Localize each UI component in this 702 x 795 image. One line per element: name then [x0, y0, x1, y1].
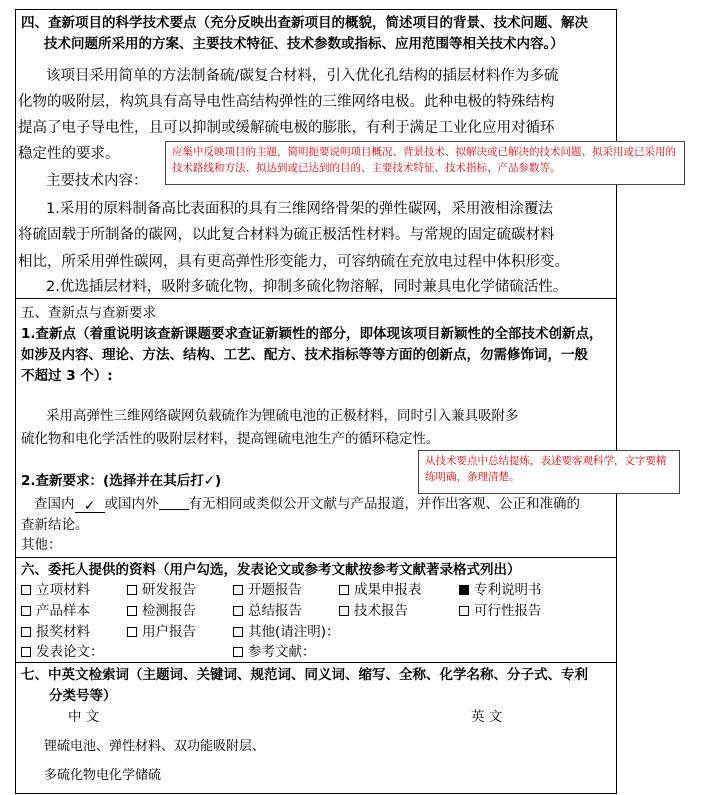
section5-other: 其他：: [21, 537, 62, 553]
section4-heading-line1: 四、查新项目的科学技术要点（充分反映出查新项目的概貌，简述项目的背景、技术问题、解决: [21, 15, 588, 31]
checkbox-icon[interactable]: [21, 585, 31, 595]
section5-req-line2: 查新结论。: [21, 517, 89, 533]
section4-para2-line1: 1.采用的原料制备高比表面积的具有三维网络骨架的弹性碳网，采用液相涂覆法: [46, 201, 553, 217]
checkbox-icon[interactable]: [21, 627, 31, 637]
section4-para2-line2: 将硫固载于所制备的碳网，以此复合材料为硫正极活性材料。与常规的固定硫碳材料: [18, 227, 555, 243]
option-rd-report[interactable]: 研发报告: [127, 580, 196, 600]
section4-para1-line3: 提高了电子导电性，且可以抑制或缓解硫电极的膨胀，有利于满足工业化应用对循环: [18, 120, 555, 136]
option-feasibility-report[interactable]: 可行性报告: [459, 601, 542, 621]
checkbox-icon[interactable]: [233, 585, 243, 595]
divider: [16, 662, 616, 663]
check-mark-icon: ✓: [83, 498, 96, 514]
option-project-materials[interactable]: 立项材料: [21, 580, 90, 600]
section4-para1-line2: 化物的吸附层，构筑具有高导电性高结构弹性的三维网络电极。此种电极的特殊结构: [18, 94, 555, 110]
option-achievement-form[interactable]: 成果申报表: [339, 580, 422, 600]
req-line1-rest: 有无相同或类似公开文献与产品报道，并作出客观、公正和准确的: [188, 496, 580, 512]
col-chinese-header: 中 文: [68, 709, 100, 725]
section5-heading: 五、查新点与查新要求: [21, 305, 156, 321]
req-intl-label: 或国内外: [104, 496, 159, 512]
option-summary-report[interactable]: 总结报告: [233, 601, 302, 621]
section4-para2-line4: 2.优选插层材料，吸附多硫化物，抑制多硫化物溶解，同时兼具电化学储硫活性。: [46, 279, 568, 295]
checkbox-icon[interactable]: [21, 647, 31, 657]
cn-keywords-line2: 多硫化物电化学储硫: [44, 768, 162, 783]
option-award-materials[interactable]: 报奖材料: [21, 622, 90, 642]
option-test-report[interactable]: 检测报告: [127, 601, 196, 621]
section4-callout: 应集中反映项目的主题，简明扼要说明项目概况、背景技术、拟解决或已解决的技术问题、拟采用或已采用的技术路线和方法、拟达到或已达到的目的、主要技术特征、技术指标、产品参数等。: [165, 141, 685, 185]
option-opening-report[interactable]: 开题报告: [233, 580, 302, 600]
col-english-header: 英 文: [471, 709, 503, 725]
section4-heading-line2: 技术问题所采用的方案、主要技术特征、技术参数或指标、应用范围等相关技术内容。）: [44, 36, 564, 52]
section5-point-text-line1: 采用高弹性三维网络碳网负载硫作为锂硫电池的正极材料，同时引入兼具吸附多: [46, 408, 519, 424]
option-patent-spec[interactable]: 专利说明书: [459, 580, 542, 600]
checkbox-icon[interactable]: [233, 647, 243, 657]
checkbox-icon[interactable]: [127, 585, 137, 595]
intl-check-blank[interactable]: [159, 495, 189, 510]
section5-req-title: 2.查新要求：(选择并在其后打✓): [21, 473, 222, 489]
option-tech-report[interactable]: 技术报告: [339, 601, 408, 621]
checkbox-checked-icon[interactable]: [459, 585, 469, 595]
checkbox-icon[interactable]: [127, 627, 137, 637]
section5-req-line1: [34, 494, 580, 514]
section5-point-title-line3: 不超过 3 个）:: [21, 368, 113, 384]
checkbox-icon[interactable]: [233, 627, 243, 637]
cn-keywords-line1: 锂硫电池、弹性材料、双功能吸附层、: [44, 739, 266, 754]
section5-point-title-line1: 1.查新点（着重说明该查新课题要求查证新颖性的部分，即体现该项目新颖性的全部技术创新点，: [21, 326, 603, 342]
option-product-sample[interactable]: 产品样本: [21, 601, 90, 621]
option-other[interactable]: 其他(请注明)：: [233, 622, 340, 642]
checkbox-icon[interactable]: [21, 606, 31, 616]
checkbox-icon[interactable]: [459, 606, 469, 616]
option-references[interactable]: 参考文献：: [233, 642, 316, 662]
section4-para2-line3: 相比，所采用弹性碳网，具有更高弹性形变能力，可容纳硫在充放电过程中体积形变。: [18, 254, 569, 270]
checkbox-icon[interactable]: [339, 585, 349, 595]
divider: [16, 557, 616, 558]
section5-callout: 从技术要点中总结提炼，表述要客观科学，文字要精练明确，条理清楚。: [418, 450, 680, 494]
section4-tech-label: 主要技术内容：: [46, 173, 148, 189]
checkbox-icon[interactable]: [233, 606, 243, 616]
option-user-report[interactable]: 用户报告: [127, 622, 196, 642]
form-page: [15, 9, 617, 794]
checkbox-icon[interactable]: [127, 606, 137, 616]
section7-heading-line2: 分类号等）: [49, 688, 117, 704]
section4-para1-line1: 该项目采用简单的方法制备硫/碳复合材料，引入优化孔结构的插层材料作为多硫: [46, 68, 559, 84]
section5-point-text-line2: 硫化物和电化学活性的吸附层材料，提高锂硫电池生产的循环稳定性。: [21, 431, 440, 447]
option-papers[interactable]: 发表论文：: [21, 642, 104, 662]
section4-para1-line4: 稳定性的要求。: [18, 146, 120, 162]
section6-heading: 六、委托人提供的资料（用户勾选，发表论文或参考文献按参考文献著录格式列出）: [21, 562, 521, 578]
section7-heading-line1: 七、中英文检索词（主题词、关键词、规范词、同义词、缩写、全称、化学名称、分子式、专利: [21, 667, 588, 683]
checkbox-icon[interactable]: [339, 606, 349, 616]
domestic-check-blank[interactable]: [75, 498, 105, 513]
req-domestic-label: 查国内: [34, 496, 75, 512]
section5-point-title-line2: 如涉及内容、理论、方法、结构、工艺、配方、技术指标等等方面的创新点，勿需修饰词，一般: [21, 347, 588, 363]
divider: [16, 298, 616, 299]
